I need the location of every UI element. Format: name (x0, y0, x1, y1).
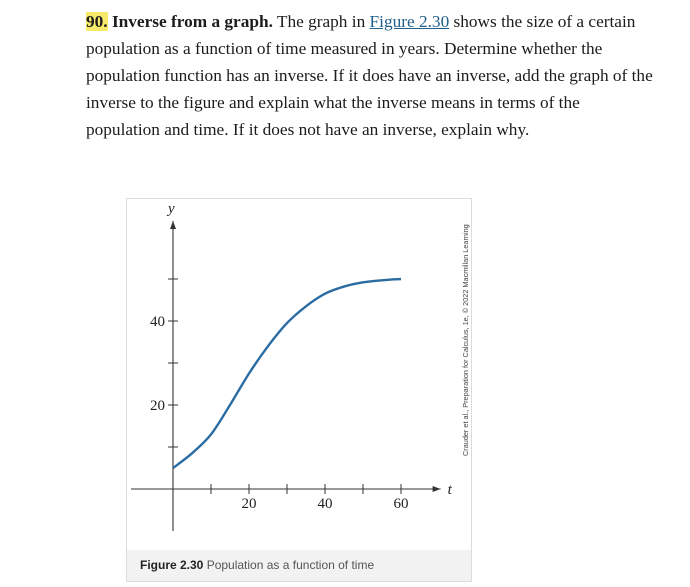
y-axis-label: y (168, 201, 175, 217)
figure-credit (456, 208, 474, 458)
x-tick-label: 40 (317, 496, 333, 512)
x-tick-label: 60 (393, 496, 409, 512)
y-tick-label: 40 (150, 314, 165, 330)
problem-title: Inverse from a graph. (111, 12, 273, 31)
figure-link[interactable]: Figure 2.30 (369, 12, 450, 31)
y-tick-label: 20 (150, 398, 165, 414)
x-tick-label: 20 (241, 496, 257, 512)
problem-number: 90. (86, 12, 108, 31)
problem-text (86, 8, 656, 143)
x-axis-arrow (433, 486, 441, 492)
figure-caption-label: Figure 2.30 (140, 558, 204, 572)
population-chart (127, 199, 471, 549)
population-curve (173, 279, 401, 468)
problem-intro: The graph in (272, 12, 370, 31)
x-axis-label: t (447, 482, 452, 498)
figure-caption (127, 550, 471, 581)
problem-body: shows the size of a certain population as a function of time measured in years. Determine whether the population function has an inverse. If it does have an inverse, add the graph of the inverse to the figure and explain what the inverse means in terms of the population and time. If it does not have an inverse, explain why. (86, 12, 653, 139)
figure-credit-text: Crauder et al., Preparation for Calculus, 1e, © 2022 Macmillan Learning (461, 224, 470, 456)
figure-panel (126, 198, 472, 582)
figure-caption-text: Population as a function of time (203, 558, 375, 572)
y-axis-arrow (170, 221, 176, 229)
